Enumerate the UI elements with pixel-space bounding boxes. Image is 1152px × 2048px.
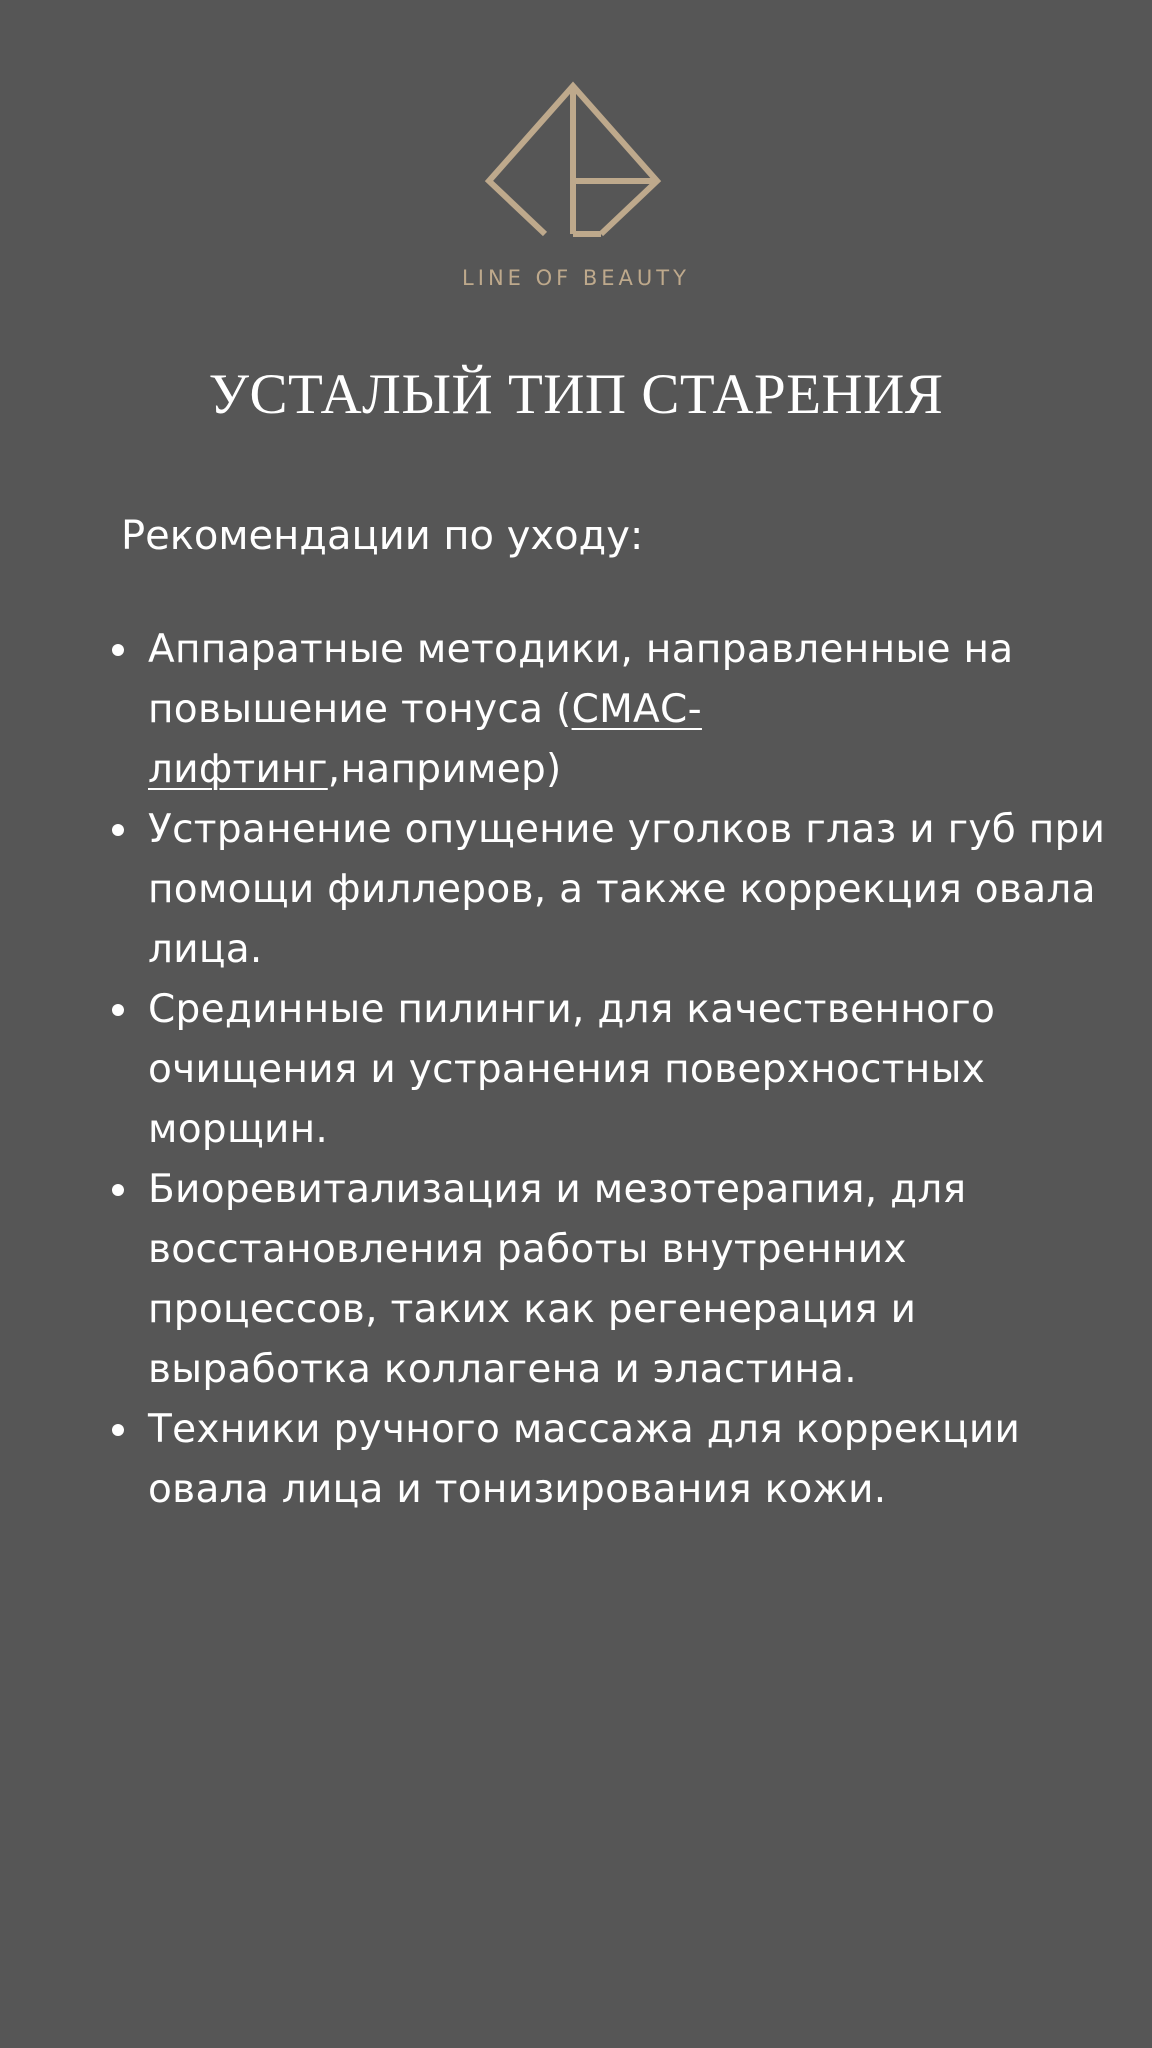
bullet-icon — [112, 644, 124, 656]
list-item-text: Устранение опущение уголков глаз и губ при помощи филлеров, а также коррекция овала лица. — [148, 807, 1106, 972]
smas-lifting-link[interactable]: СМАС-лифтинг — [148, 687, 702, 792]
bullet-icon — [112, 1184, 124, 1196]
list-item-hardware-methods — [110, 620, 1110, 800]
care-recommendations-list — [110, 620, 1110, 1520]
list-item-text: ,например) — [327, 747, 562, 792]
bullet-icon — [112, 1004, 124, 1016]
bullet-icon — [112, 824, 124, 836]
diamond-logo-icon — [483, 80, 669, 240]
list-item-biorevitalization — [110, 1160, 1110, 1400]
care-recommendations-heading: Рекомендации по уходу: — [121, 513, 644, 559]
list-item-text: Биоревитализация и мезотерапия, для восстановления работы внутренних процессов, таких как регенерация и выработка коллагена и эластина. — [148, 1167, 967, 1392]
page-title: УСТАЛЫЙ ТИП СТАРЕНИЯ — [208, 363, 944, 426]
list-item-fillers — [110, 800, 1110, 980]
brand-logo — [0, 80, 1152, 290]
list-item-peels — [110, 980, 1110, 1160]
bullet-icon — [112, 1424, 124, 1436]
brand-name: LINE OF BEAUTY — [462, 266, 690, 290]
list-item-text: Срединные пилинги, для качественного очищения и устранения поверхностных морщин. — [148, 987, 996, 1152]
list-item-text: Техники ручного массажа для коррекции овала лица и тонизирования кожи. — [148, 1407, 1021, 1512]
list-item-massage — [110, 1400, 1110, 1520]
list-item-text: Аппаратные методики, направленные на повышение тонуса ( — [148, 627, 1014, 732]
